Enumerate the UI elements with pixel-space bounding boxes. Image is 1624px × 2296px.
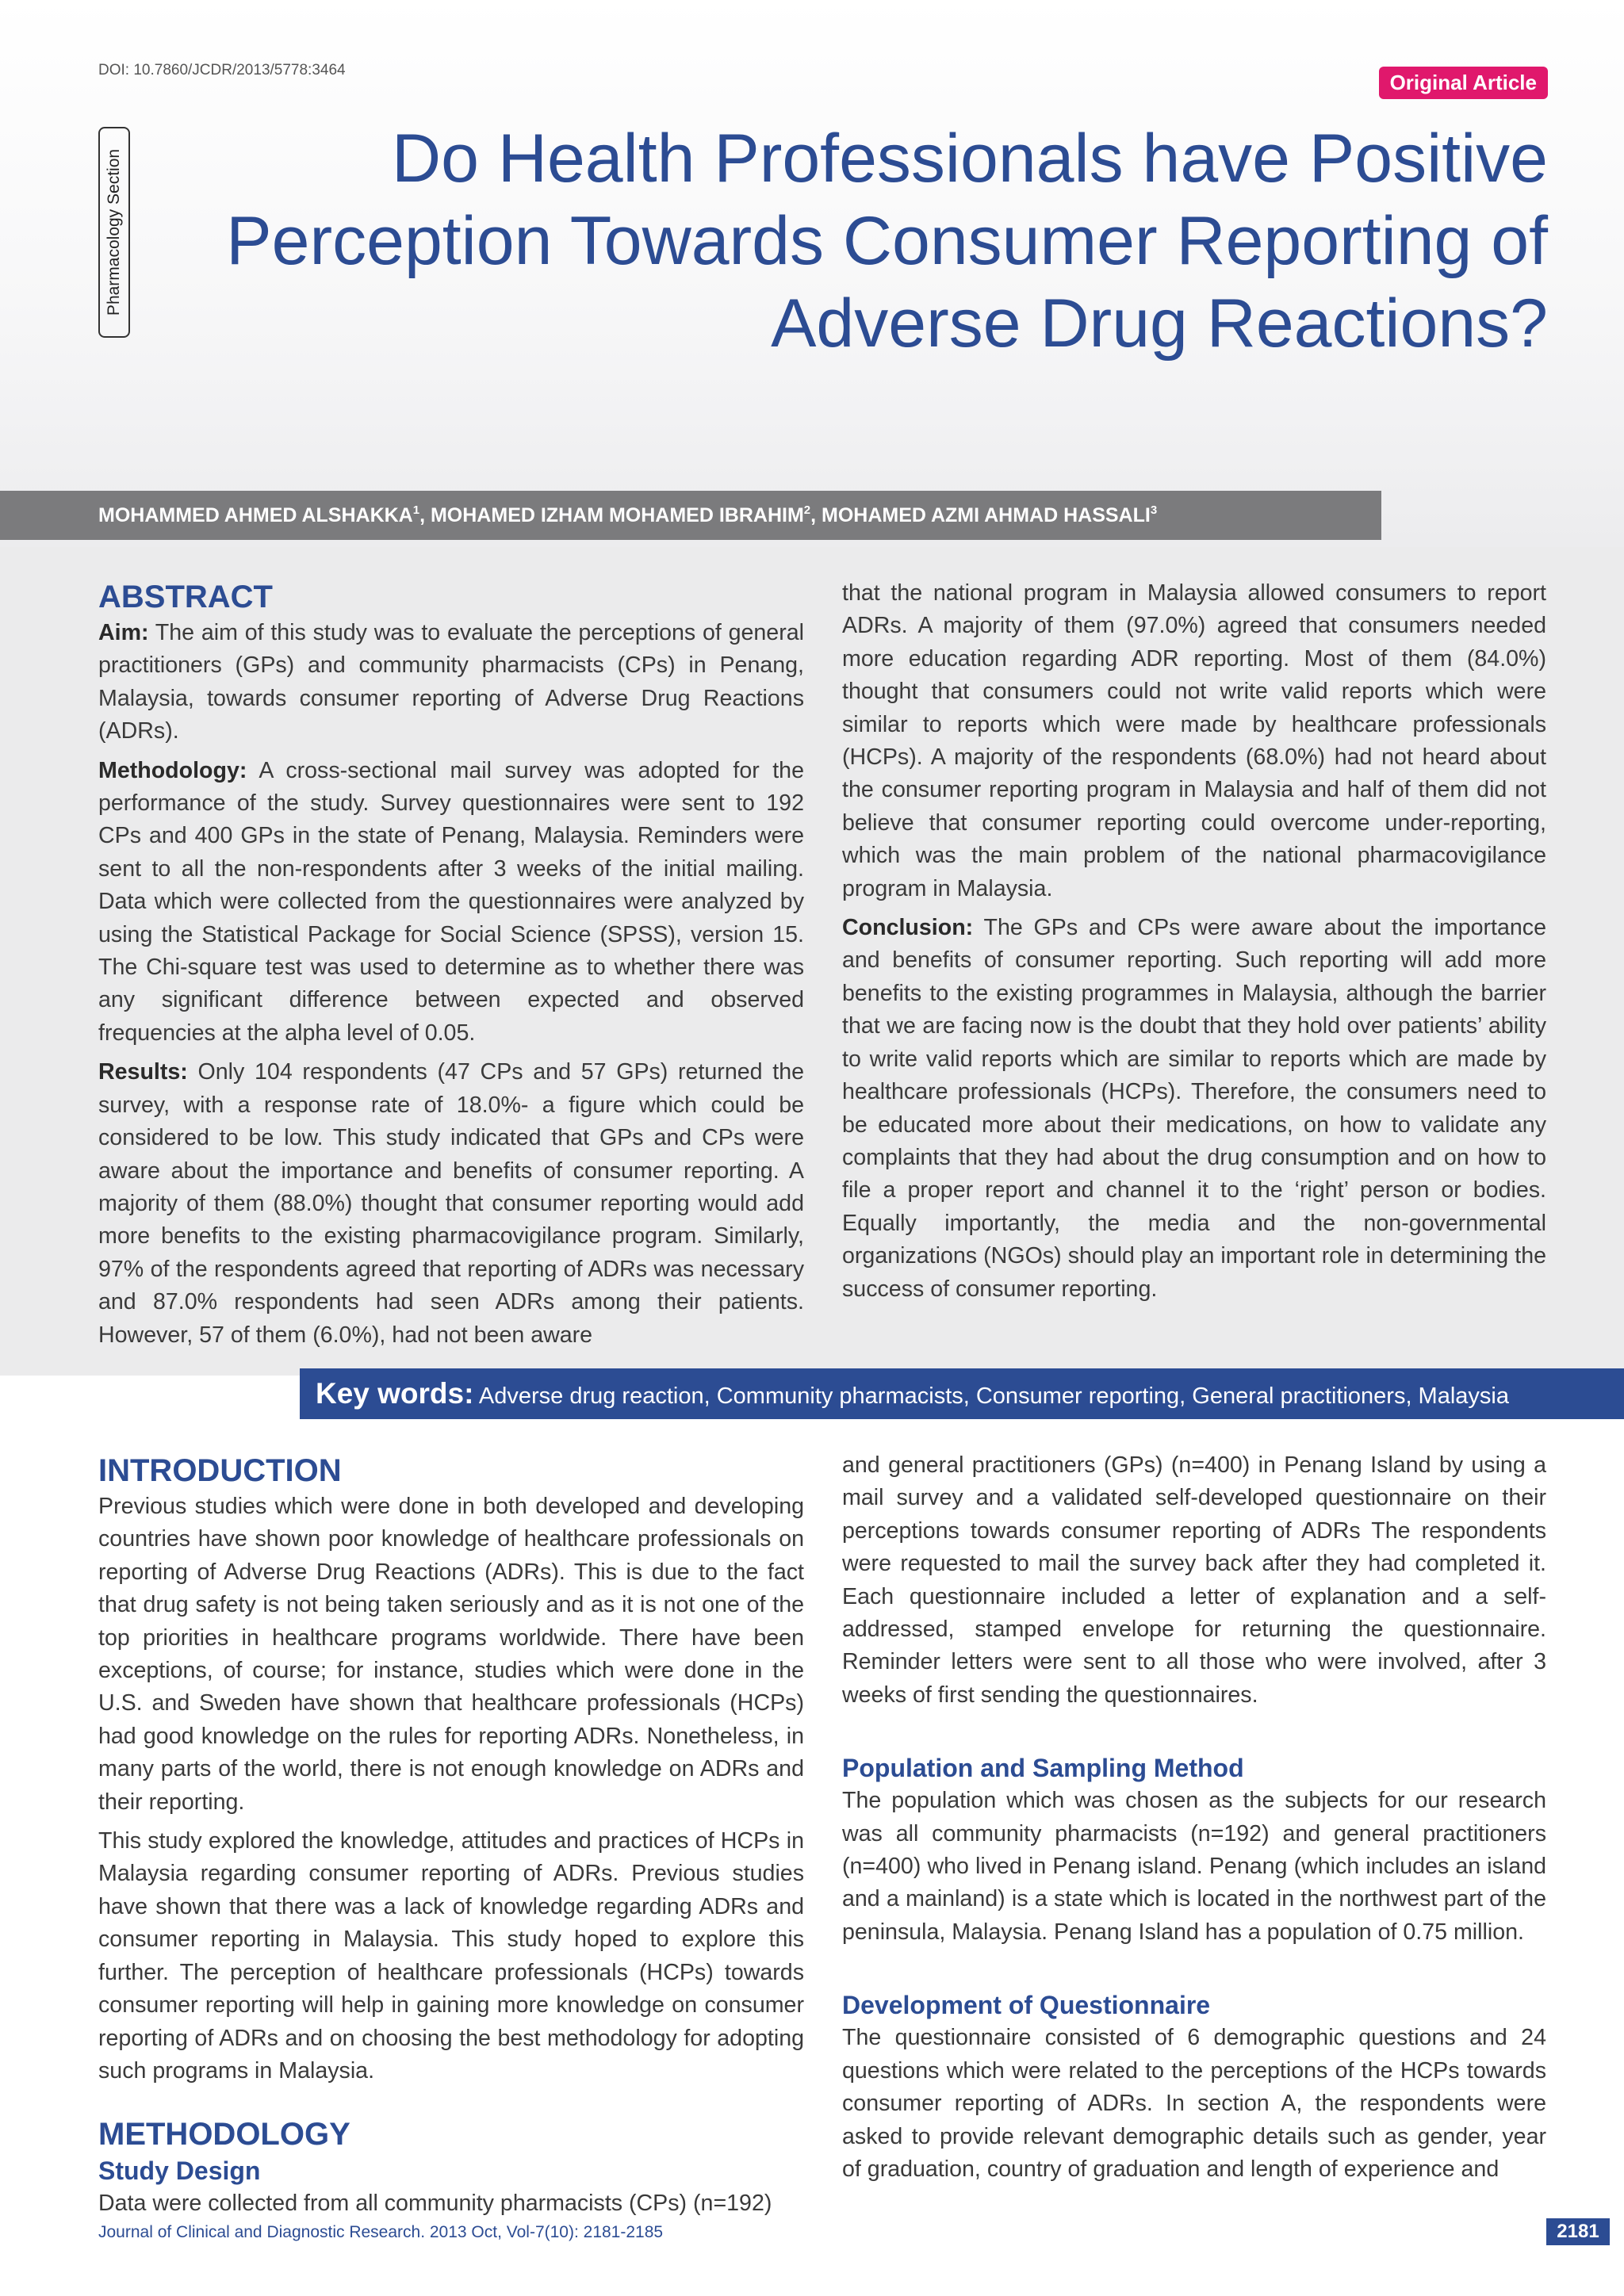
keywords-bar [300, 1368, 1624, 1419]
authors-bar: MOHAMMED AHMED ALSHAKKA$^1$, MOHAMED IZHAM MOHAMED IBRAHIM$^2$, MOHAMED AZMI AHMAD HASSALI$^3$ [0, 491, 1381, 540]
abstract-results-continued: that the national program in Malaysia allowed consumers to report ADRs. A majority of them (97.0%) agreed that consumers needed more education regarding ADR reporting. Most of them (84.0%) thought that consumers could not write valid reports which were similar to reports which were made by healthcare professionals (HCPs). A majority of the respondents (68.0%) had not heard about the consumer reporting program in Malaysia and half of them did not believe that consumer reporting could overcome under-reporting, which was the main problem of the national pharmacovigilance program in Malaysia. [842, 580, 1546, 901]
study-design-paragraph: Data were collected from all community pharmacists (CPs) (n=192) [98, 2191, 772, 2217]
keywords-label: Key words: [316, 1377, 474, 1410]
intro-paragraph: This study explored the knowledge, attitudes and practices of HCPs in Malaysia regarding consumer reporting of ADRs. Previous studies have shown that there was a lack of knowledge regarding ADRs and consumer reporting in Malaysia. This study hoped to explore this further. The perception of healthcare professionals (HCPs) towards consumer reporting will help in gaining more knowledge on consumer reporting of ADRs and on choosing the best methodology for adopting such programs in Malaysia. [98, 1828, 804, 2084]
abstract-methodology: Methodology: A cross-sectional mail survey was adopted for the performance of the study. Survey questionnaires were sent to 192 CPs and 400 GPs in the state of Penang, Malaysia. Reminders were sent to all the non-respondents after 3 weeks of the initial mailing. Data which were collected from the questionnaires were analyzed by using the Statistical Package for Social Science (SPSS), version 15. The Chi-square test was used to determine as to whether there was any significant difference between expected and observed frequencies at the alpha level of 0.05. [98, 757, 804, 1046]
author-affiliation: 1 [412, 503, 420, 517]
results-label: Results: [98, 1059, 188, 1085]
study-design-heading: Study Design [98, 2156, 261, 2186]
aim-label: Aim: [98, 620, 149, 645]
article-type-badge: Original Article [1379, 67, 1548, 99]
methodology-heading: METHODOLOGY [98, 2117, 350, 2152]
article-title: Do Health Professionals have Positive Perception Towards Consumer Reporting of Adverse Drug Reactions? [226, 121, 1548, 362]
author-affiliation: 2 [803, 503, 811, 517]
doi: DOI: 10.7860/JCDR/2013/5778:3464 [98, 62, 346, 78]
section-label: Pharmacology Section [105, 148, 123, 316]
abstract-conclusion: Conclusion: The GPs and CPs were aware about the importance and benefits of consumer reporting. Such reporting will add more benefits to the existing programmes in Malaysia, although the barrier that we are facing now is the doubt that they hold over patients’ ability to write valid reports which are similar to reports which are made by healthcare professionals (HCPs). Therefore, the consumers need to be educated more about their medications, on how to validate any complaints that they had about the drug consumption and on how to file a proper report and channel it to the ‘right’ person or bodies. Equally importantly, the media and the non-governmental organizations (NGOs) should play an important role in determining the success of consumer reporting. [842, 915, 1546, 1302]
questionnaire-heading: Development of Questionnaire [842, 1991, 1211, 2020]
conclusion-label: Conclusion: [842, 915, 974, 941]
methodology-label: Methodology: [98, 757, 247, 783]
body-right-column [842, 1449, 1546, 2192]
population-paragraph: The population which was chosen as the subjects for our research was all community pharmacists (n=192) and general practitioners (n=400) who lived in Penang island. Penang (which includes an island and a mainland) is a state which is located in the northwest part of the peninsula, Malaysia. Penang Island has a population of 0.75 million. [842, 1788, 1546, 1945]
questionnaire-paragraph: The questionnaire consisted of 6 demographic questions and 24 questions which were related to the perceptions of the HCPs towards consumer reporting of ADRs. In section A, the respondents were asked to provide relevant demographic details such as gender, year of graduation, country of graduation and length of experience and [842, 2025, 1546, 2182]
abstract-left-column [98, 577, 804, 1358]
journal-citation: Journal of Clinical and Diagnostic Research. 2013 Oct, Vol-7(10): 2181-2185 [98, 2223, 664, 2241]
abstract-right-column [842, 577, 1546, 1312]
author-name: MOHAMED AZMI AHMAD HASSALI [822, 504, 1151, 526]
body-left-column [98, 1451, 804, 2227]
page-number: 2181 [1546, 2218, 1610, 2245]
abstract-aim: Aim: The aim of this study was to evaluate the perceptions of general practitioners (GPs) and community pharmacists (CPs) in Penang, Malaysia, towards consumer reporting of Adverse Drug Reactions (ADRs). [98, 620, 804, 744]
introduction-heading: INTRODUCTION [98, 1453, 342, 1488]
author-name: MOHAMMED AHMED ALSHAKKA [98, 504, 413, 526]
keywords-text: Adverse drug reaction, Community pharmacists, Consumer reporting, General practitioners, Malaysia [473, 1383, 1509, 1409]
population-heading: Population and Sampling Method [842, 1754, 1244, 1783]
intro-paragraph: Previous studies which were done in both developed and developing countries have shown poor knowledge of healthcare professionals on reporting of Adverse Drug Reactions (ADRs). This is due to the fact that drug safety is not being taken seriously and as it is not one of the top priorities in healthcare programs worldwide. There have been exceptions, of course; for instance, studies which were done in the U.S. and Sweden have shown that healthcare professionals (HCPs) had good knowledge on the rules for reporting ADRs. Nonetheless, in many parts of the world, there is not enough knowledge on ADRs and their reporting. [98, 1494, 804, 1815]
abstract-results: Results: Only 104 respondents (47 CPs and 57 GPs) returned the survey, with a response rate of 18.0%- a figure which could be considered to be low. This study indicated that GPs and CPs were aware about the importance and benefits of consumer reporting. A majority of them (88.0%) thought that consumer reporting would add more benefits to the existing pharmacovigilance program. Similarly, 97% of the respondents agreed that reporting of ADRs was necessary and 87.0% respondents had seen ADRs among their patients. However, 57 of them (6.0%), had not been aware [98, 1059, 804, 1348]
author-affiliation: 3 [1150, 503, 1158, 517]
study-design-paragraph-continued: and general practitioners (GPs) (n=400) in Penang Island by using a mail survey and a validated self-developed questionnaire on their perceptions towards consumer reporting of ADRs The respondents were requested to mail the survey back after they had completed it. Each questionnaire included a letter of explanation and a self-addressed, stamped envelope for returning the questionnaire. Reminder letters were sent to all those who were involved, after 3 weeks of first sending the questionnaires. [842, 1452, 1546, 1708]
abstract-heading: ABSTRACT [98, 580, 273, 614]
section-tab [98, 127, 130, 338]
author-name: MOHAMED IZHAM MOHAMED IBRAHIM [430, 504, 804, 526]
